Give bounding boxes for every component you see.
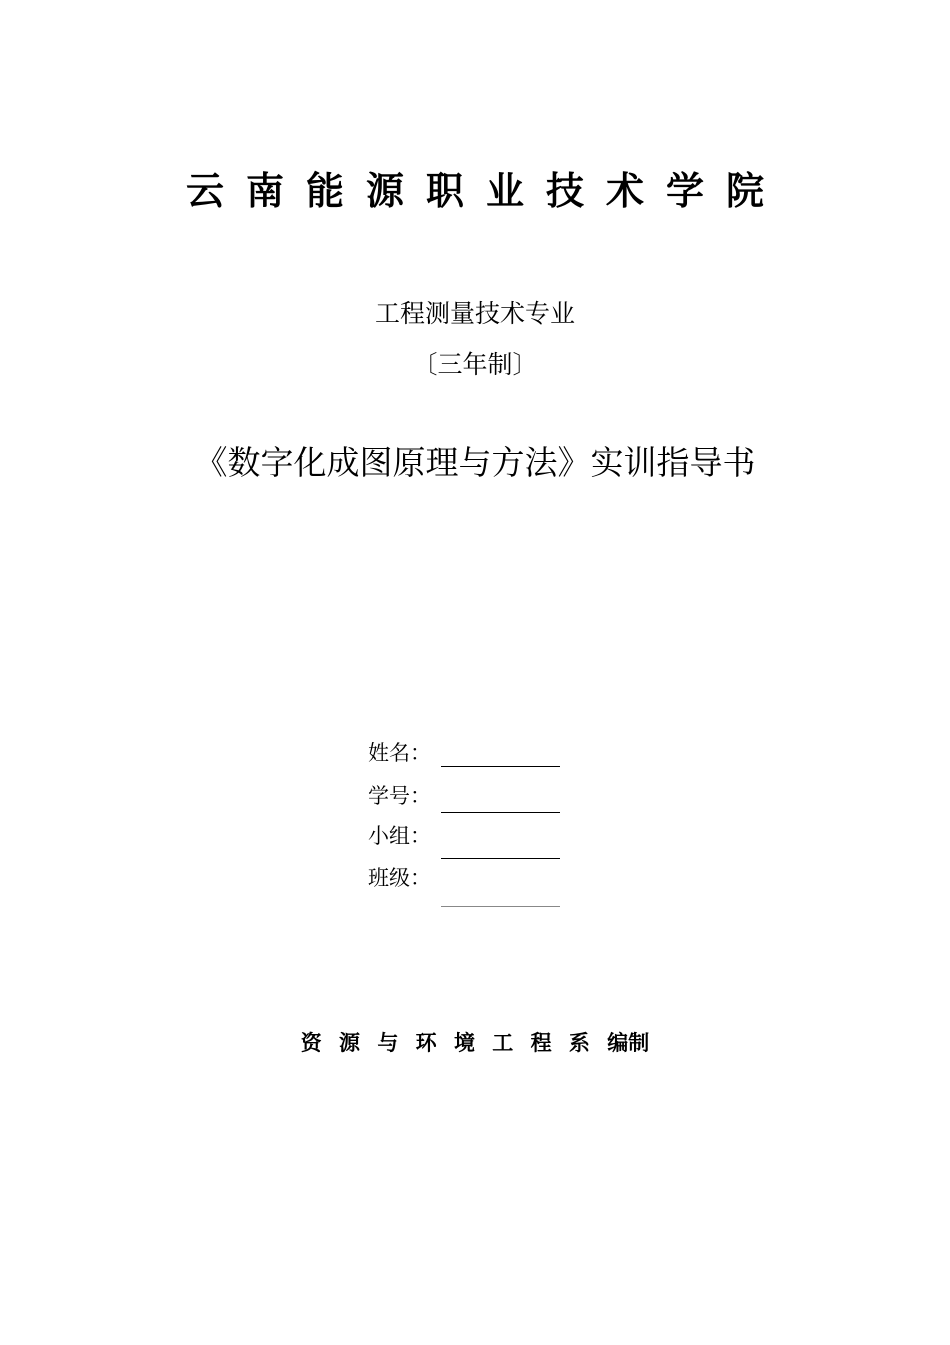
class-blank-line — [441, 906, 560, 907]
student-id-label: 学号： — [368, 784, 431, 808]
name-blank-line — [441, 766, 560, 767]
course-title: 《数字化成图原理与方法》实训指导书 — [194, 443, 756, 482]
class-label: 班级： — [368, 866, 431, 890]
group-blank-line — [441, 858, 560, 859]
compiling-department: 资 源 与 环 境 工 程 系 编制 — [300, 1031, 650, 1055]
student-id-blank-line — [441, 812, 560, 813]
name-label: 姓名： — [368, 741, 431, 765]
major-name: 工程测量技术专业 — [374, 299, 575, 328]
school-name: 云南能源职业技术学院 — [185, 168, 786, 213]
group-label: 小组： — [368, 824, 431, 848]
program-length: 〔三年制〕 — [412, 350, 538, 379]
